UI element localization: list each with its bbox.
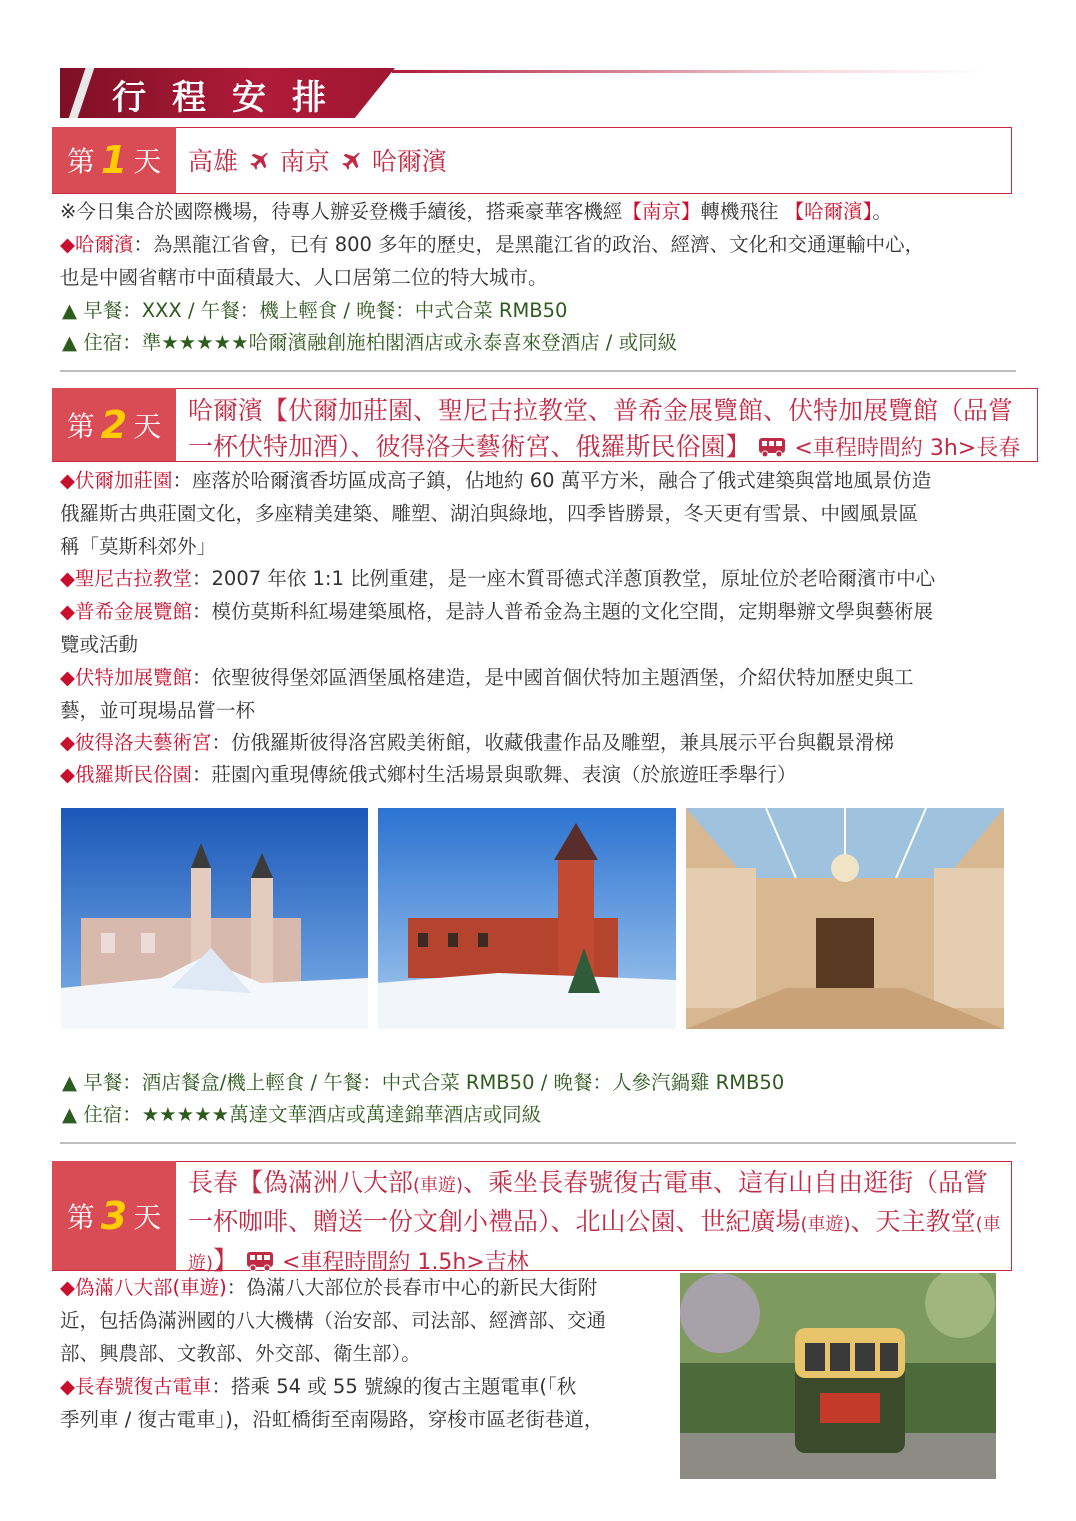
day1-title: 高雄 南京 哈爾濱 [188, 147, 447, 176]
day3-title: 長春【偽滿洲八大部(車遊)、乘坐長春號復古電車、這有山自由逛街（品嘗 一杯咖啡、贈送一份文創小禮品）、北山公園、世紀廣場(車遊)、天主教堂(車 遊)】 <車程時間約 1.5h>吉林 [188, 1168, 1001, 1275]
plane-icon [338, 151, 364, 173]
day2-hotel: ▲ 住宿：★★★★★萬達文華酒店或萬達錦華酒店或同級 [62, 1103, 542, 1126]
plane-icon [246, 151, 272, 173]
day2-item-petrov: ◆彼得洛夫藝術宮：仿俄羅斯彼得洛宮殿美術館，收藏俄畫作品及雕塑，兼具展示平台與觀景滑梯 [60, 731, 895, 754]
day1-label: 第 1 天 [52, 127, 176, 193]
photo-cathedral [61, 808, 368, 1029]
divider [60, 370, 1016, 372]
day3-item-tram: ◆長春號復古電車：搭乘 54 或 55 號線的復古主題電車(「秋 季列車 / 復古電車」)，沿虹橋街至南陽路，穿梭市區老街巷道， [60, 1375, 604, 1431]
day2-item-vodka: ◆伏特加展覽館：依聖彼得堡郊區酒堡風格建造，是中國首個伏特加主題酒堡，介紹伏特加歷史與工 藝，並可現場品嘗一杯 [60, 666, 914, 722]
day2-meal: ▲ 早餐：酒店餐盒/機上輕食 / 午餐：中式合菜 RMB50 / 晚餐：人參汽鍋雞 RMB50 [62, 1071, 785, 1094]
photo-hall [686, 808, 1004, 1029]
bus-icon [758, 436, 786, 458]
section-title: 行程安排 [112, 78, 352, 118]
day3-label: 第 3 天 [52, 1161, 176, 1270]
day1-harbin: ◆哈爾濱：為黑龍江省會，已有 800 多年的歷史，是黑龍江省的政治、經濟、文化和交通運輸中心， 也是中國省轄市中面積最大、人口居第二位的特大城市。 [60, 233, 925, 289]
day1-hotel: ▲ 住宿：準★★★★★哈爾濱融創施柏閣酒店或永泰喜來登酒店 / 或同級 [62, 331, 678, 354]
day2-item-folk: ◆俄羅斯民俗園：莊園內重現傳統俄式鄉村生活場景與歌舞、表演（於旅遊旺季舉行） [60, 763, 797, 786]
day2-label: 第 2 天 [52, 388, 176, 461]
day2-item-nicholas: ◆聖尼古拉教堂：2007 年依 1:1 比例重建，是一座木質哥德式洋蔥頂教堂，原址位於老哈爾濱市中心 [60, 567, 936, 590]
day3-item-eight-ministries: ◆偽滿八大部(車遊)：偽滿八大部位於長春市中心的新民大街附 近，包括偽滿洲國的八大機構（治安部、司法部、經濟部、交通 部、興農部、文教部、外交部、衛生部）。 [60, 1276, 607, 1365]
day2-title: 哈爾濱【伏爾加莊園、聖尼古拉教堂、普希金展覽館、伏特加展覽館（品嘗 一杯伏特加酒）、彼得洛夫藝術宮、俄羅斯民俗園】 <車程時間約 3h>長春 [188, 396, 1021, 461]
photo-tram [680, 1273, 996, 1479]
banner-line [392, 70, 986, 73]
bus-icon [246, 1250, 274, 1272]
day1-intro: ※今日集合於國際機場，待專人辦妥登機手續後，搭乘豪華客機經【南京】轉機飛往 【哈爾濱】。 [60, 200, 892, 223]
divider [60, 1142, 1016, 1144]
day2-item-pushkin: ◆普希金展覽館：模仿莫斯科紅場建築風格，是詩人普希金為主題的文化空間，定期舉辦文學與藝術展 覽或活動 [60, 600, 934, 656]
photo-castle [378, 808, 676, 1029]
day2-item-volga: ◆伏爾加莊園：座落於哈爾濱香坊區成高子鎮，佔地約 60 萬平方米，融合了俄式建築與當地風景仿造 俄羅斯古典莊園文化，多座精美建築、雕塑、湖泊與綠地，四季皆勝景，冬天更有雪景、中國風景區 稱「莫斯科郊外」 [60, 469, 932, 558]
day1-meal: ▲ 早餐：XXX / 午餐：機上輕食 / 晚餐：中式合菜 RMB50 [62, 299, 568, 322]
